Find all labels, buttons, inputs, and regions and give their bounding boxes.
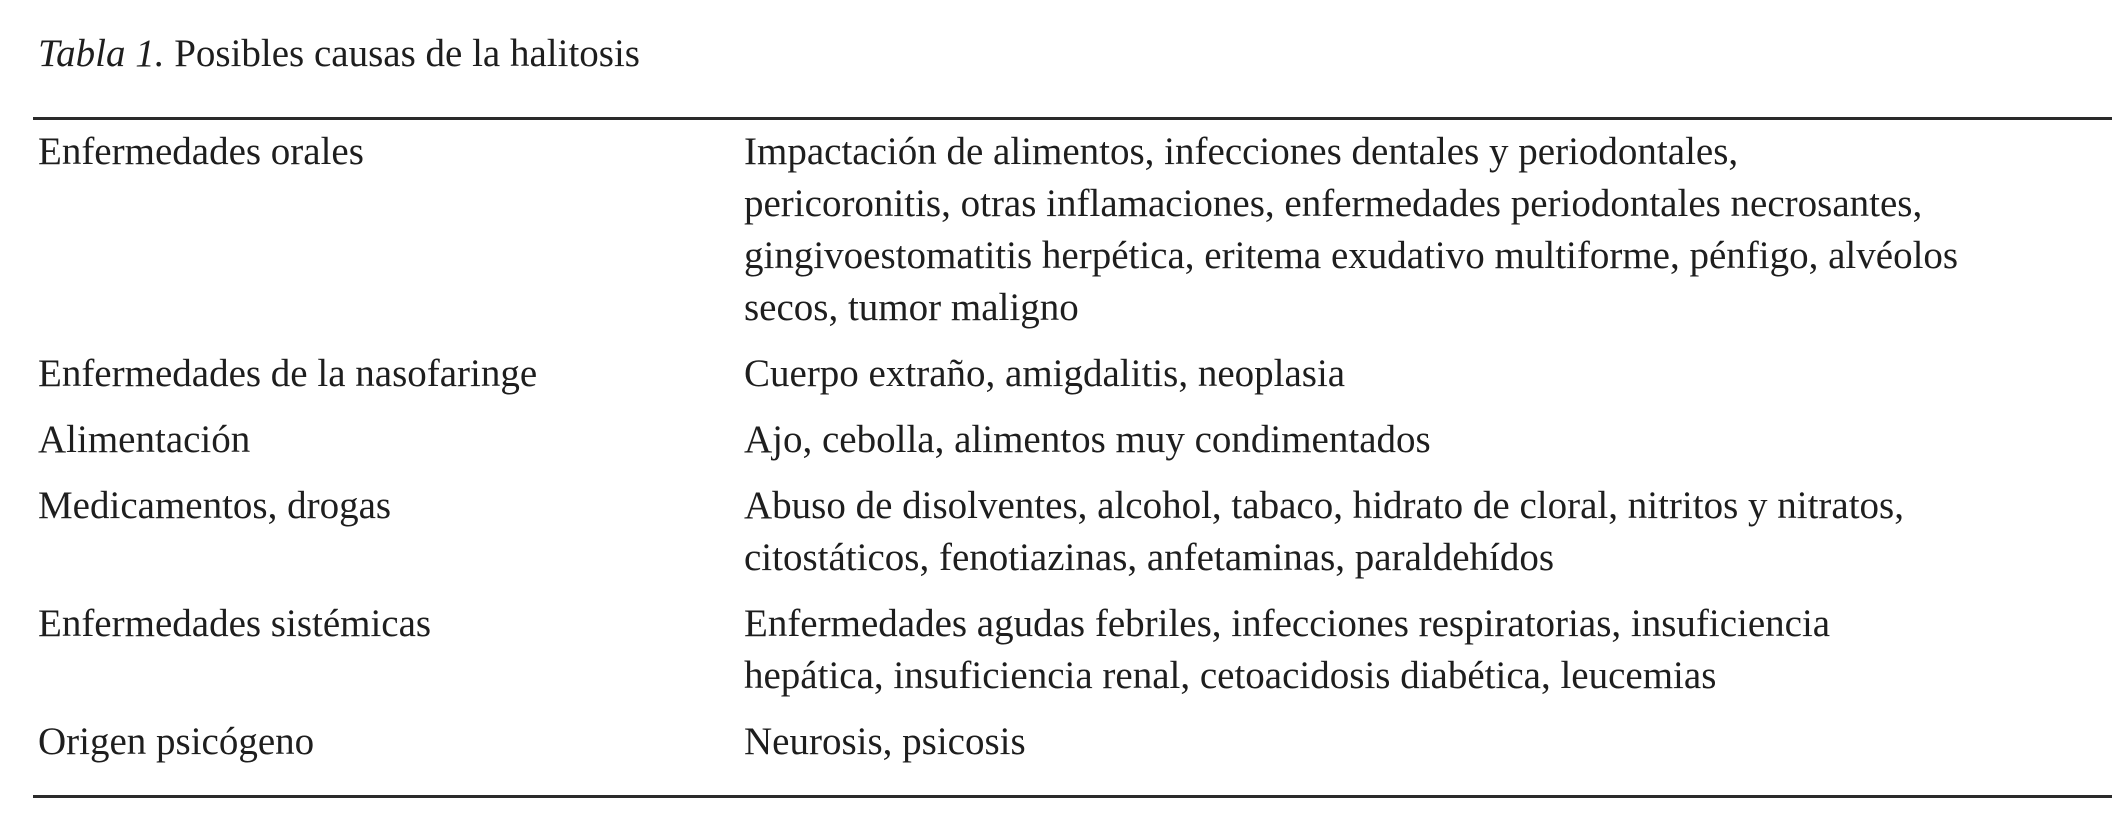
detail-line: Neurosis, psicosis [744, 720, 1026, 763]
table-row [38, 716, 2108, 782]
detail-cell [744, 126, 2108, 334]
table-bottom-rule [33, 795, 2112, 798]
detail-cell [744, 480, 2108, 584]
detail-line: gingivoestomatitis herpética, eritema exudativo multiforme, pénfigo, alvéolos [744, 234, 1959, 277]
detail-line: Cuerpo extraño, amigdalitis, neoplasia [744, 352, 1346, 395]
detail-line: Impactación de alimentos, infecciones dentales y periodontales, [744, 130, 1739, 173]
causes-table [38, 126, 2108, 782]
cause-cell: Alimentación [38, 418, 251, 461]
cause-cell: Origen psicógeno [38, 720, 315, 763]
table-row [38, 598, 2108, 716]
cause-cell: Enfermedades de la nasofaringe [38, 352, 538, 395]
caption-label: Tabla 1. [38, 32, 165, 75]
table-top-rule [33, 117, 2112, 120]
detail-line: Enfermedades agudas febriles, infecciones respiratorias, insuficiencia [744, 602, 1831, 645]
cause-cell: Enfermedades orales [38, 130, 364, 173]
detail-cell [744, 716, 2108, 768]
table-row [38, 414, 2108, 480]
cause-cell: Medicamentos, drogas [38, 484, 392, 527]
detail-line: hepática, insuficiencia renal, cetoacidosis diabética, leucemias [744, 654, 1717, 697]
detail-cell [744, 414, 2108, 466]
detail-cell [744, 598, 2108, 702]
detail-line: secos, tumor maligno [744, 286, 1079, 329]
detail-line: Abuso de disolventes, alcohol, tabaco, hidrato de cloral, nitritos y nitratos, [744, 484, 1904, 527]
detail-line: pericoronitis, otras inflamaciones, enfermedades periodontales necrosantes, [744, 182, 1923, 225]
table-row [38, 480, 2108, 598]
detail-line: Ajo, cebolla, alimentos muy condimentados [744, 418, 1431, 461]
caption-title: Posibles causas de la halitosis [174, 32, 640, 75]
table-row [38, 348, 2108, 414]
table-row [38, 126, 2108, 348]
detail-line: citostáticos, fenotiazinas, anfetaminas, paraldehídos [744, 536, 1555, 579]
table-caption [38, 26, 640, 82]
cause-cell: Enfermedades sistémicas [38, 602, 432, 645]
detail-cell [744, 348, 2108, 400]
